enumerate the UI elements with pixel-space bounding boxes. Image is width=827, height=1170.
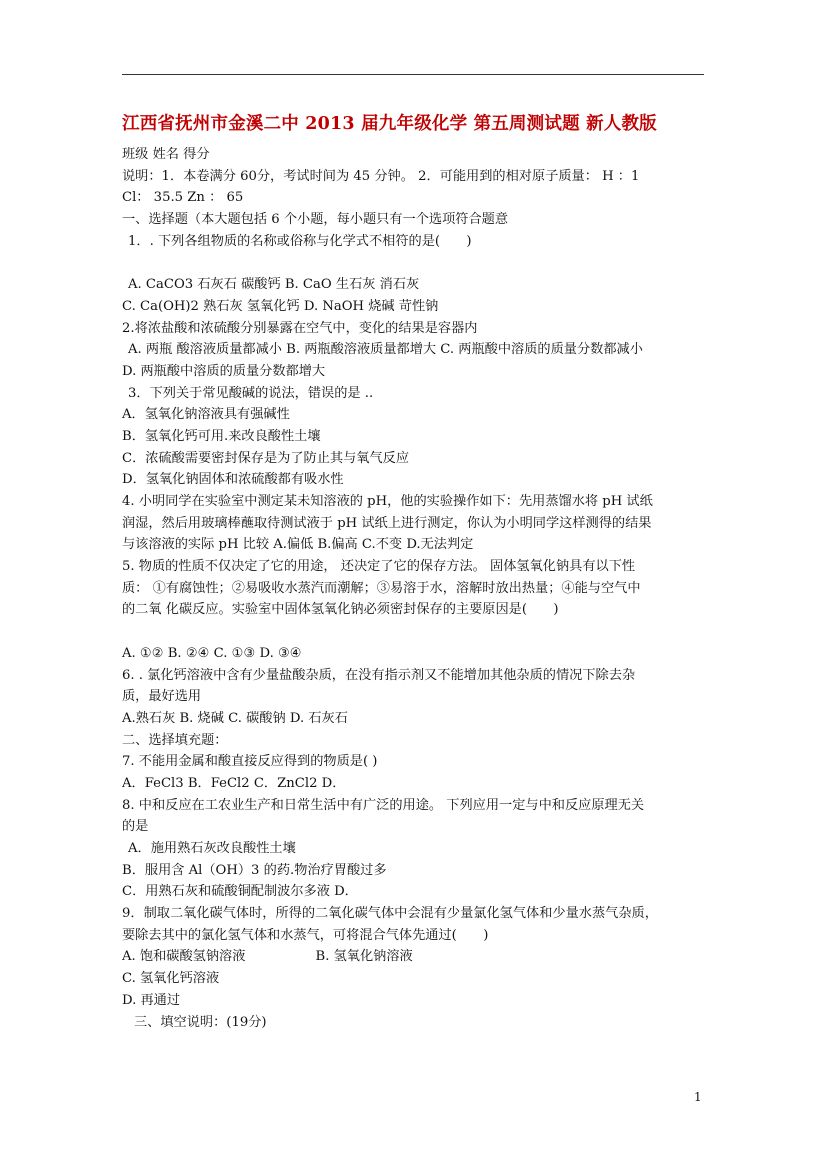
question-5-cont: 的二氧 化碳反应。实验室中固体氢氧化钠必须密封保存的主要原因是( ) — [122, 602, 559, 618]
blank-line — [122, 621, 712, 643]
option-line: C. Ca(OH)2 熟石灰 氢氧化钙 D. NaOH 烧碱 苛性钠 — [122, 298, 439, 314]
section-heading: 三、填空说明：(19分) — [134, 1014, 267, 1030]
question-4-cont: 润湿，然后用玻璃棒蘸取待测试液于 pH 试纸上进行测定，你认为小明同学这样测得的结果 — [122, 515, 652, 531]
page-number: 1 — [694, 1090, 702, 1104]
option-line: A. 饱和碳酸氢钠溶液 B. 氢氧化钠溶液 — [122, 949, 413, 965]
question-7: 7. 不能用金属和酸直接反应得到的物质是( ) — [122, 754, 378, 770]
question-9: 9．制取二氧化碳气体时，所得的二氧化碳气体中会混有少量氯化氢气体和少量水蒸气杂质， — [122, 906, 658, 922]
instructions-line: Cl： 35.5 Zn ： 65 — [122, 190, 244, 206]
blank-line — [122, 252, 712, 274]
section-heading: 二、选择填充题： — [122, 732, 228, 748]
question-6-cont: 质，最好选用 — [122, 689, 202, 705]
option-line: A．氢氧化钠溶液具有强碱性 — [122, 407, 290, 423]
question-8-cont: 的是 — [122, 819, 149, 835]
question-8: 8. 中和反应在工农业生产和日常生活中有广泛的用途。 下列应用一定与中和反应原理无关 — [122, 797, 645, 813]
option-line: B．氢氧化钙可用.来改良酸性土壤 — [122, 428, 321, 444]
option-line: A．FeCl3 B．FeCl2 C．ZnCl2 D． — [122, 775, 346, 791]
option-line: D. 两瓶酸中溶质的质量分数都增大 — [122, 363, 326, 379]
option-line: C．用熟石灰和硫酸铜配制波尔多液 D． — [122, 884, 358, 900]
option-line: A．施用熟石灰改良酸性土壤 — [128, 841, 296, 856]
option-line: D. 再通过 — [122, 992, 181, 1008]
option-line: C. 氢氧化钙溶液 — [122, 971, 220, 987]
instructions-line: 说明：1．本卷满分 60分，考试时间为 45 分钟。 2．可能用到的相对原子质量： H ：1 — [122, 168, 640, 184]
question-4: 4. 小明同学在实验室中测定某未知溶液的 pH，他的实验操作如下：先用蒸馏水将 pH 试纸 — [122, 494, 653, 509]
question-1: 1．. 下列各组物质的名称或俗称与化学式不相符的是( ) — [128, 233, 472, 249]
document-body — [122, 144, 712, 1033]
question-3: 3．下列关于常见酸碱的说法，错误的是 .. — [128, 385, 374, 401]
question-5: 5. 物质的性质不仅决定了它的用途， 还决定了它的保存方法。 固体氢氧化钠具有以下性 — [122, 559, 636, 575]
option-line: B．服用含 Al（OH）3 的药.物治疗胃酸过多 — [122, 862, 387, 878]
option-line: A.熟石灰 B. 烧碱 C. 碳酸钠 D. 石灰石 — [122, 710, 348, 726]
question-2: 2.将浓盐酸和浓硫酸分别暴露在空气中，变化的结果是容器内 — [122, 320, 478, 336]
option-line: D．氢氧化钠固体和浓硫酸都有吸水性 — [122, 472, 344, 488]
question-5-cont: 质： ①有腐蚀性；②易吸收水蒸汽而潮解；③易溶于水，溶解时放出热量；④能与空气中 — [122, 580, 641, 596]
header-rule — [122, 74, 704, 75]
option-line: A. CaCO3 石灰石 碳酸钙 B. CaO 生石灰 消石灰 — [128, 277, 420, 293]
option-line: A. ①② B. ②④ C. ①③ D. ③④ — [122, 645, 302, 661]
question-4-cont: 与该溶液的实际 pH 比较 A.偏低 B.偏高 C.不变 D.无法判定 — [122, 537, 474, 553]
section-heading: 一、选择题（本大题包括 6 个小题，每小题只有一个选项符合题意 — [122, 212, 509, 228]
question-6: 6. . 氯化钙溶液中含有少量盐酸杂质，在没有指示剂又不能增加其他杂质的情况下除去杂 — [122, 667, 636, 683]
option-line: C．浓硫酸需要密封保存是为了防止其与氧气反应 — [122, 450, 410, 466]
option-line: A. 两瓶 酸溶液质量都减小 B. 两瓶酸溶液质量都增大 C. 两瓶酸中溶质的质量分数都减小 — [128, 342, 643, 358]
question-9-cont: 要除去其中的氯化氢气体和水蒸气，可将混合气体先通过( ) — [122, 927, 489, 943]
page-title: 江西省抚州市金溪二中 2013 届九年级化学 第五周测试题 新人教版 — [122, 114, 657, 134]
info-line: 班级 姓名 得分 — [122, 147, 210, 162]
